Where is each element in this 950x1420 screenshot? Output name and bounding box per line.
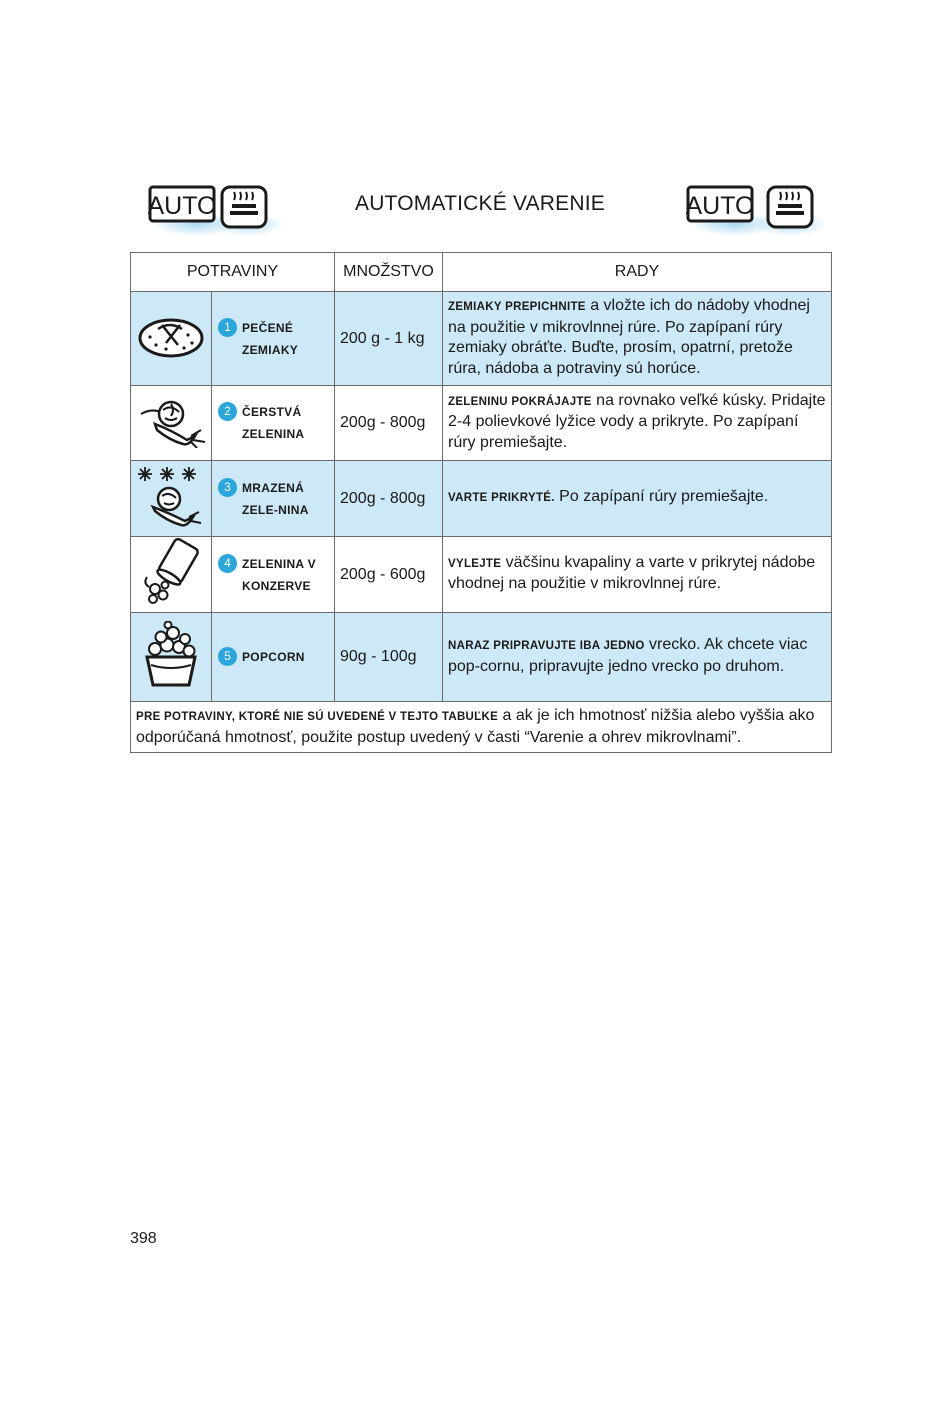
food-name: PEČENÉ ZEMIAKY xyxy=(242,320,299,357)
column-header-food: POTRAVINY xyxy=(131,253,335,292)
food-picture-cell xyxy=(131,537,212,613)
food-name-cell xyxy=(212,461,335,537)
page-header xyxy=(130,182,830,242)
auto-mode-icons-right xyxy=(686,182,836,238)
food-name: ČERSTVÁ ZELENINA xyxy=(242,405,305,441)
frozen-vegetables-icon xyxy=(135,463,207,529)
food-name-cell xyxy=(212,537,335,613)
food-name: MRAZENÁ ZELE-NINA xyxy=(242,480,309,517)
page-number: 398 xyxy=(130,1230,157,1247)
svg-text:AUTO: AUTO xyxy=(148,192,217,220)
table-row xyxy=(131,292,832,386)
food-name-cell xyxy=(212,386,335,461)
tip-text: väčšinu kvapaliny a varte v prikrytej nádobe vhodnej na použitie v mikrovlnnej rúre. xyxy=(448,553,816,592)
canned-vegetables-icon xyxy=(139,537,203,607)
tip-text: Po zapípaní rúry premiešajte. xyxy=(554,487,769,505)
row-number-badge: 3 xyxy=(218,478,237,497)
food-picture-cell xyxy=(131,386,212,461)
tip-cell xyxy=(443,537,832,613)
baked-potato-icon xyxy=(136,311,206,361)
fresh-vegetables-icon xyxy=(135,394,207,448)
tip-text: vrecko. Ak chcete viac pop-cornu, pripravujte jedno vrecko po druhom. xyxy=(448,636,808,675)
tip-lead: ZELENINU POKRÁJAJTE xyxy=(448,395,592,408)
food-name-cell xyxy=(212,292,335,386)
tip-text: na rovnako veľké kúsky. Pridajte 2-4 polievkové lyžice vody a prikryte. Po zapípaní rúry premiešajte. xyxy=(448,391,826,451)
food-name: ZELENINA V KONZERVE xyxy=(242,556,316,593)
footer-note-lead: PRE POTRAVINY, KTORÉ NIE SÚ UVEDENÉ V TEJTO TABUĽKE xyxy=(136,711,499,723)
tip-cell xyxy=(443,613,832,702)
tip-text: a vložte ich do nádoby vhodnej na použitie v mikrovlnnej rúre. Po zapípaní rúry zemiaky obráťte. Buďte, prosím, opatrní, pretože rúra, nádoba a potraviny sú horúce. xyxy=(448,297,810,377)
tip-lead: ZEMIAKY PREPICHNITE xyxy=(448,301,586,313)
footer-note xyxy=(131,702,832,753)
page-title: AUTOMATICKÉ VARENIE xyxy=(354,192,605,215)
tip-lead: NARAZ PRIPRAVUJTE IBA JEDNO xyxy=(448,640,645,652)
column-header-tips: RADY xyxy=(443,253,832,292)
quantity-cell: 90g - 100g xyxy=(335,613,443,702)
quantity-cell: 200g - 800g xyxy=(335,386,443,461)
food-picture-cell xyxy=(131,461,212,537)
food-name-cell xyxy=(212,613,335,702)
tip-lead: VARTE PRIKRYTÉ. xyxy=(448,491,555,504)
column-header-quantity: MNOŽSTVO xyxy=(335,253,443,292)
tip-cell xyxy=(443,292,832,386)
footer-note-text: a ak je ich hmotnosť nižšia alebo vyššia ako odporúčaná hmotnosť, použite postup uvedený v časti “Varenie a ohrev mikrovlnami”. xyxy=(136,707,815,746)
tip-lead: VYLEJTE xyxy=(448,557,502,570)
table-row xyxy=(131,461,832,537)
quantity-cell: 200g - 600g xyxy=(335,537,443,613)
tip-cell xyxy=(443,461,832,537)
row-number-badge: 4 xyxy=(218,554,237,573)
quantity-cell: 200 g - 1 kg xyxy=(335,292,443,386)
food-picture-cell xyxy=(131,292,212,386)
auto-cooking-table xyxy=(130,252,832,753)
table-row xyxy=(131,613,832,702)
food-name: POPCORN xyxy=(242,650,305,664)
row-number-badge: 5 xyxy=(218,647,237,666)
table-header-row xyxy=(131,253,832,292)
quantity-cell: 200g - 800g xyxy=(335,461,443,537)
row-number-badge: 2 xyxy=(218,402,237,421)
table-footer-row xyxy=(131,702,832,753)
food-picture-cell xyxy=(131,613,212,702)
svg-text:AUTO: AUTO xyxy=(686,192,755,220)
popcorn-icon xyxy=(141,621,201,689)
table-row xyxy=(131,386,832,461)
row-number-badge: 1 xyxy=(218,318,237,337)
tip-cell xyxy=(443,386,832,461)
table-row xyxy=(131,537,832,613)
auto-mode-icon xyxy=(686,182,836,238)
